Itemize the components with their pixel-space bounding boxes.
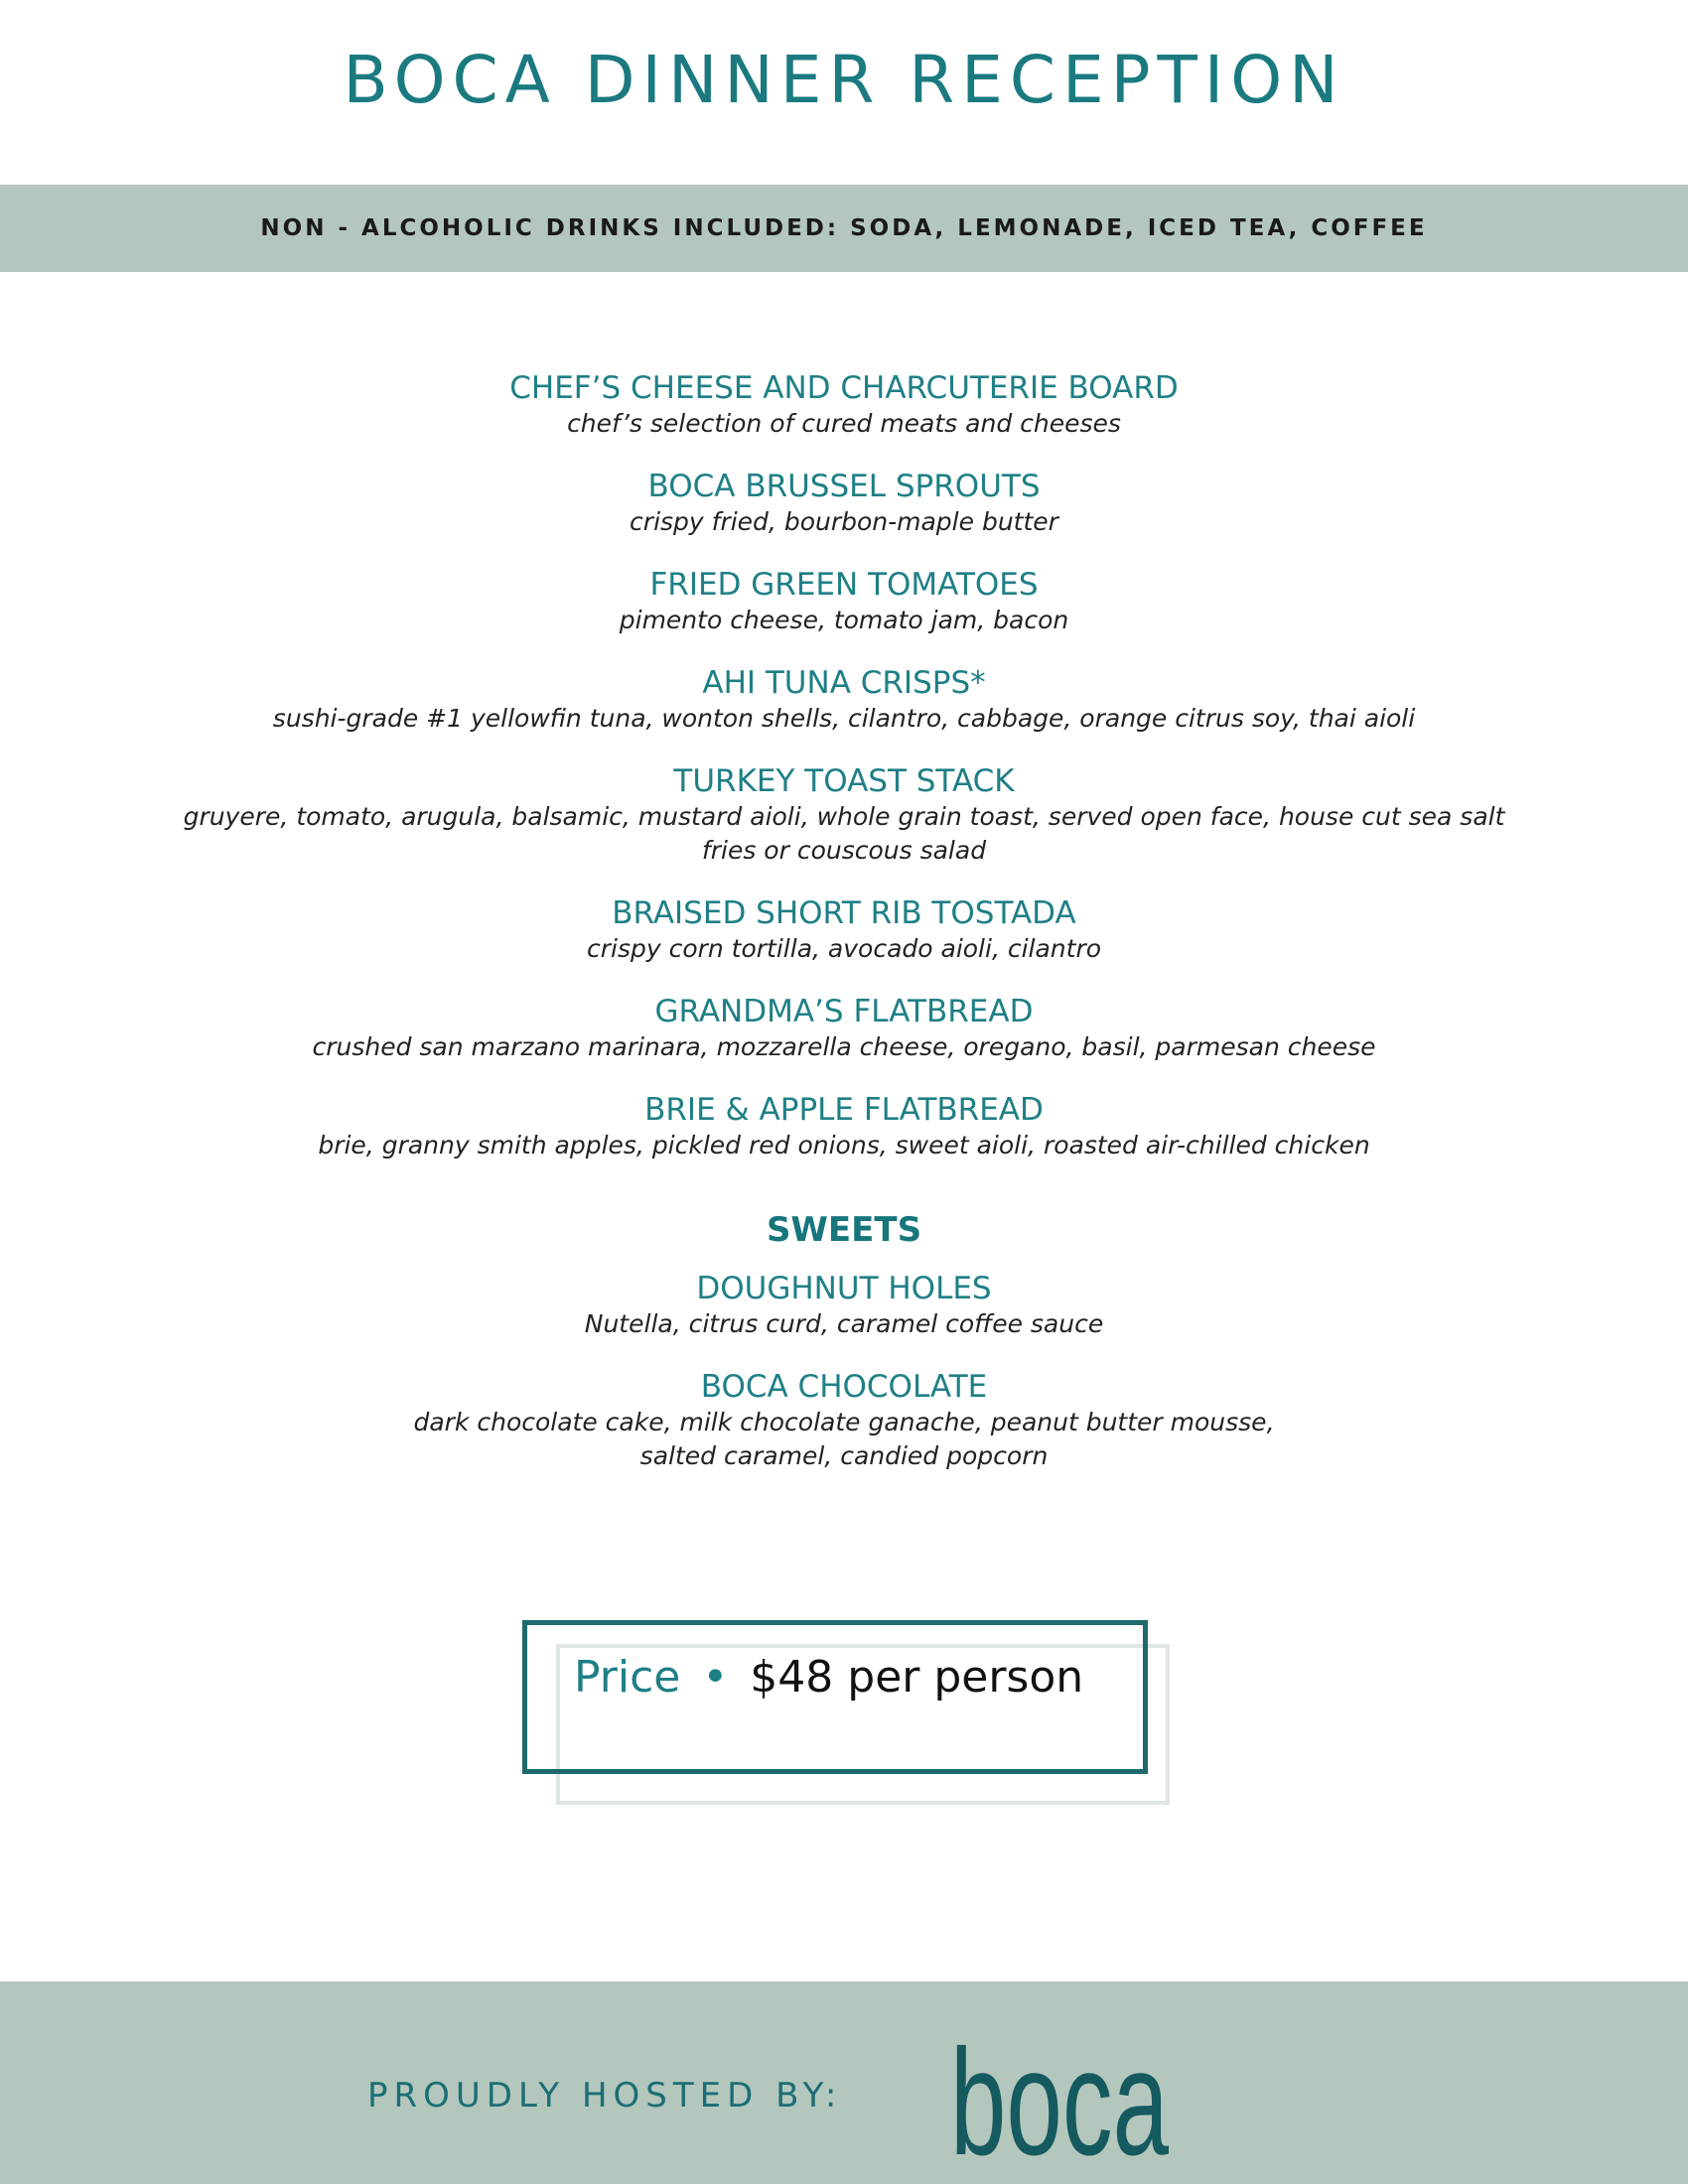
menu-item-name: BOCA CHOCOLATE	[700, 1369, 988, 1405]
menu-list	[79, 369, 1609, 1500]
menu-item	[79, 1368, 1609, 1473]
menu-item	[79, 369, 1609, 441]
footer-band	[0, 1981, 1688, 2184]
menu-item-name: BRIE & APPLE FLATBREAD	[644, 1092, 1044, 1128]
menu-item-description: sushi-grade #1 yellowfin tuna, wonton shells, cilantro, cabbage, orange citrus soy, thai aioli	[272, 704, 1416, 733]
menu-item-name: AHI TUNA CRISPS*	[702, 665, 986, 701]
menu-item	[79, 664, 1609, 736]
menu-item	[79, 468, 1609, 539]
menu-item	[79, 566, 1609, 637]
drinks-note: NON - ALCOHOLIC DRINKS INCLUDED: SODA, LEMONADE, ICED TEA, COFFEE	[260, 215, 1428, 241]
hosted-by-label: PROUDLY HOSTED BY:	[367, 2076, 843, 2116]
menu-item-description: Nutella, citrus curd, caramel coffee sauce	[584, 1309, 1104, 1338]
menu-item	[79, 1270, 1609, 1341]
drinks-banner	[0, 185, 1688, 272]
price-line	[574, 1652, 1084, 1703]
menu-item-description-continued: fries or couscous salad	[701, 836, 987, 865]
menu-item-name: GRANDMA’S FLATBREAD	[654, 994, 1034, 1029]
menu-item-name: TURKEY TOAST STACK	[673, 763, 1015, 799]
menu-item	[79, 993, 1609, 1064]
menu-item-description: gruyere, tomato, arugula, balsamic, mustard aioli, whole grain toast, served open face, house cut sea salt	[183, 802, 1505, 831]
menu-item-name: BOCA BRUSSEL SPROUTS	[647, 469, 1041, 504]
menu-item-description: brie, granny smith apples, pickled red onions, sweet aioli, roasted air-chilled chicken	[318, 1131, 1370, 1160]
boca-logo	[945, 1997, 1174, 2184]
sweets-heading: SWEETS	[766, 1210, 922, 1250]
menu-item-description: crushed san marzano marinara, mozzarella cheese, oregano, basil, parmesan cheese	[312, 1032, 1376, 1061]
menu-item-description-continued: salted caramel, candied popcorn	[639, 1441, 1049, 1470]
menu-item	[79, 894, 1609, 966]
menu-item-description: dark chocolate cake, milk chocolate ganache, peanut butter mousse,	[413, 1408, 1275, 1436]
menu-item	[79, 1091, 1609, 1162]
menu-item-description: pimento cheese, tomato jam, bacon	[619, 606, 1069, 634]
menu-item-name: BRAISED SHORT RIB TOSTADA	[612, 895, 1076, 931]
menu-item-description: chef’s selection of cured meats and cheeses	[567, 409, 1121, 438]
menu-item-name: CHEF’S CHEESE AND CHARCUTERIE BOARD	[509, 370, 1179, 406]
logo-text: boca	[950, 2018, 1170, 2184]
menu-item	[79, 762, 1609, 868]
price-separator: •	[702, 1652, 729, 1703]
price-label: Price	[574, 1652, 681, 1703]
menu-item-description: crispy fried, bourbon-maple butter	[630, 507, 1058, 536]
menu-item-description: crispy corn tortilla, avocado aioli, cilantro	[586, 934, 1102, 963]
price-value: $48 per person	[750, 1652, 1084, 1703]
menu-item-name: FRIED GREEN TOMATOES	[649, 567, 1039, 603]
page-title: BOCA DINNER RECEPTION	[343, 42, 1345, 118]
menu-item-name: DOUGHNUT HOLES	[696, 1271, 992, 1306]
